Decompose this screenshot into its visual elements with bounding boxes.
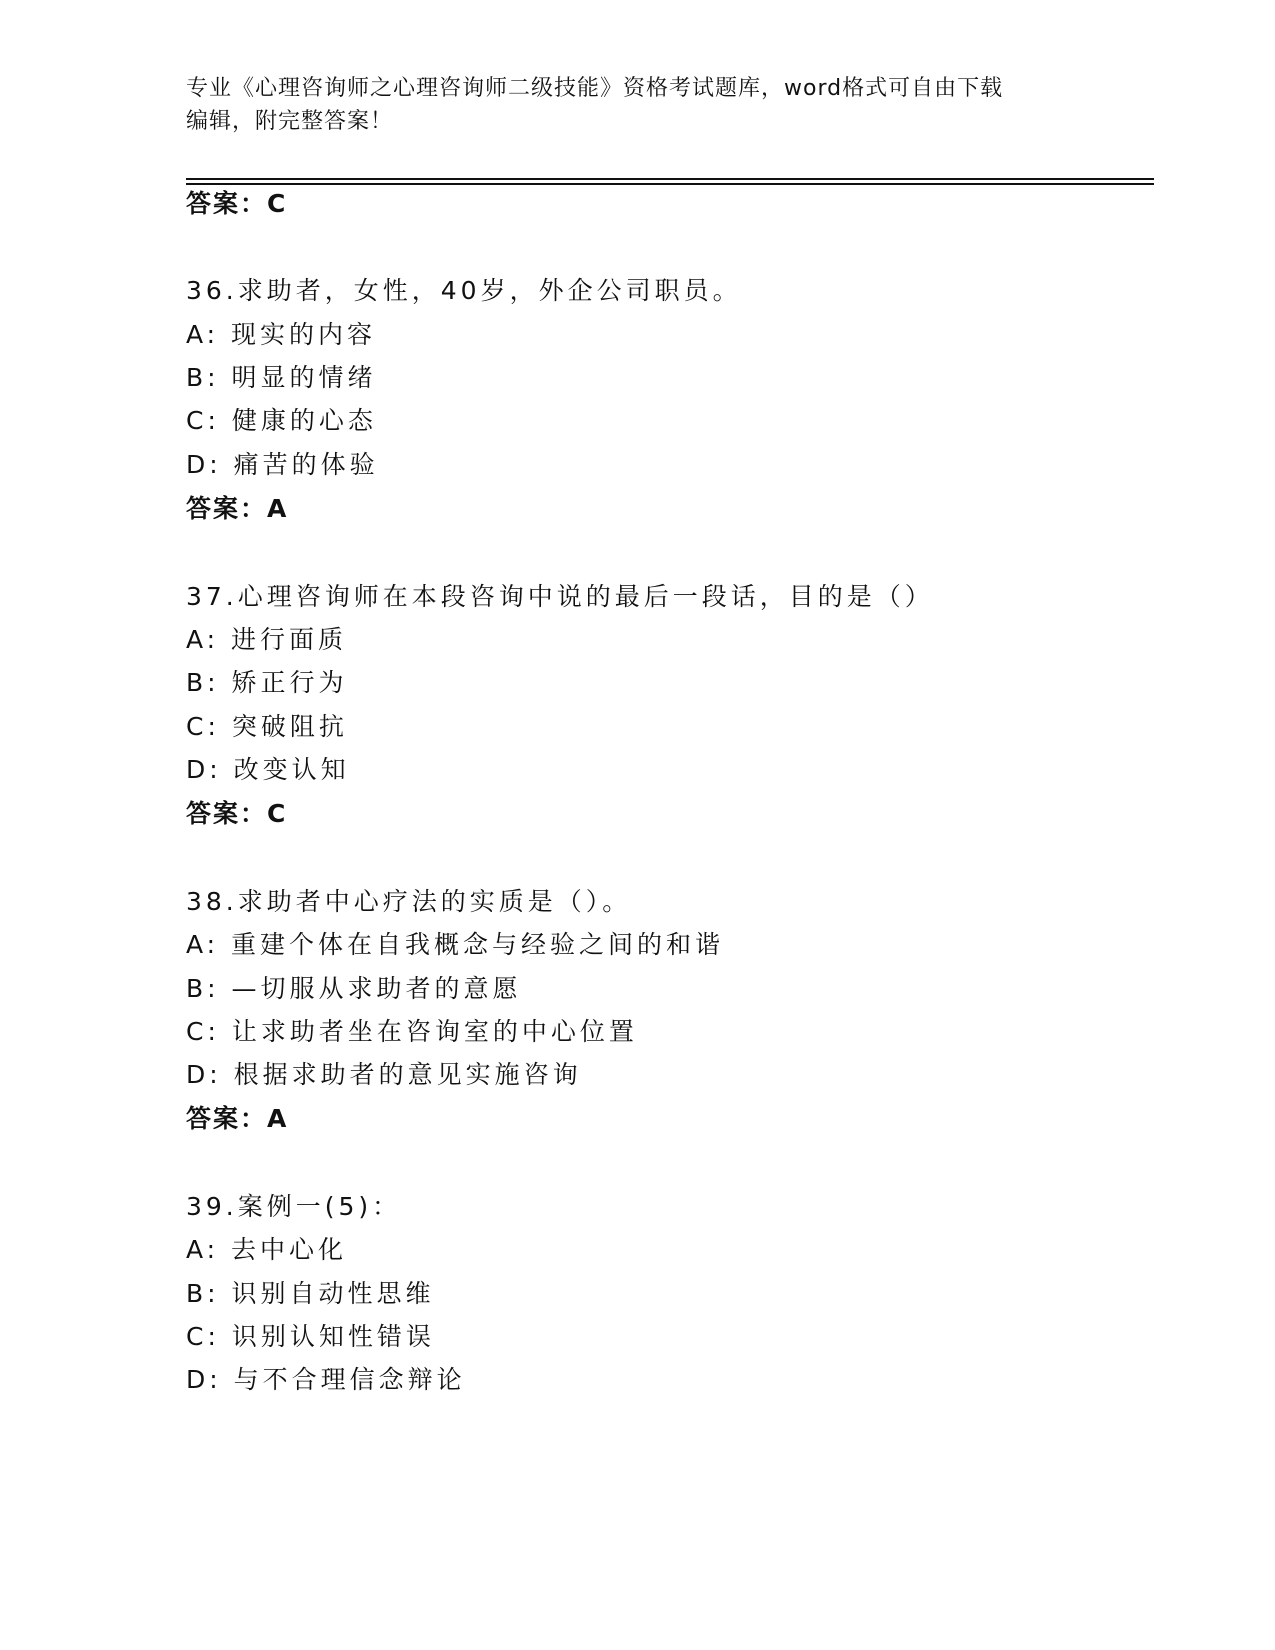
question-37-option-b: B: 矫正行为	[186, 668, 348, 697]
header-divider-top	[186, 178, 1154, 180]
previous-answer: 答案：C	[186, 189, 288, 218]
document-header	[186, 72, 1086, 138]
question-37-option-a: A: 进行面质	[186, 625, 348, 654]
question-39-option-d: D: 与不合理信念辩论	[186, 1365, 466, 1394]
question-38-option-a: A: 重建个体在自我概念与经验之间的和谐	[186, 930, 725, 959]
question-37-option-d: D: 改变认知	[186, 755, 350, 784]
question-36-option-b: B: 明显的情绪	[186, 363, 377, 392]
question-36-stem: 36.求助者，女性，40岁，外企公司职员。	[186, 276, 742, 305]
question-37-stem: 37.心理咨询师在本段咨询中说的最后一段话，目的是（）	[186, 582, 934, 611]
question-38-option-d: D: 根据求助者的意见实施咨询	[186, 1060, 582, 1089]
question-36-option-d: D: 痛苦的体验	[186, 450, 379, 479]
question-38-option-b: B: —切服从求助者的意愿	[186, 974, 522, 1003]
question-36-option-c: C: 健康的心态	[186, 406, 377, 435]
header-line-2: 编辑，附完整答案！	[186, 109, 394, 134]
question-36-option-a: A: 现实的内容	[186, 320, 377, 349]
question-38-answer: 答案：A	[186, 1104, 289, 1133]
question-39-option-b: B: 识别自动性思维	[186, 1279, 435, 1308]
question-38-option-c: C: 让求助者坐在咨询室的中心位置	[186, 1017, 638, 1046]
header-divider-bottom	[186, 183, 1154, 185]
question-39-stem: 39.案例一(5)：	[186, 1192, 402, 1221]
question-39-option-c: C: 识别认知性错误	[186, 1322, 435, 1351]
question-37-option-c: C: 突破阻抗	[186, 712, 348, 741]
question-37-answer: 答案：C	[186, 799, 288, 828]
question-39-option-a: A: 去中心化	[186, 1235, 348, 1264]
question-38-stem: 38.求助者中心疗法的实质是（）。	[186, 887, 632, 916]
question-36-answer: 答案：A	[186, 494, 289, 523]
header-line-1: 专业《心理咨询师之心理咨询师二级技能》资格考试题库，word格式可自由下载	[186, 76, 1004, 101]
